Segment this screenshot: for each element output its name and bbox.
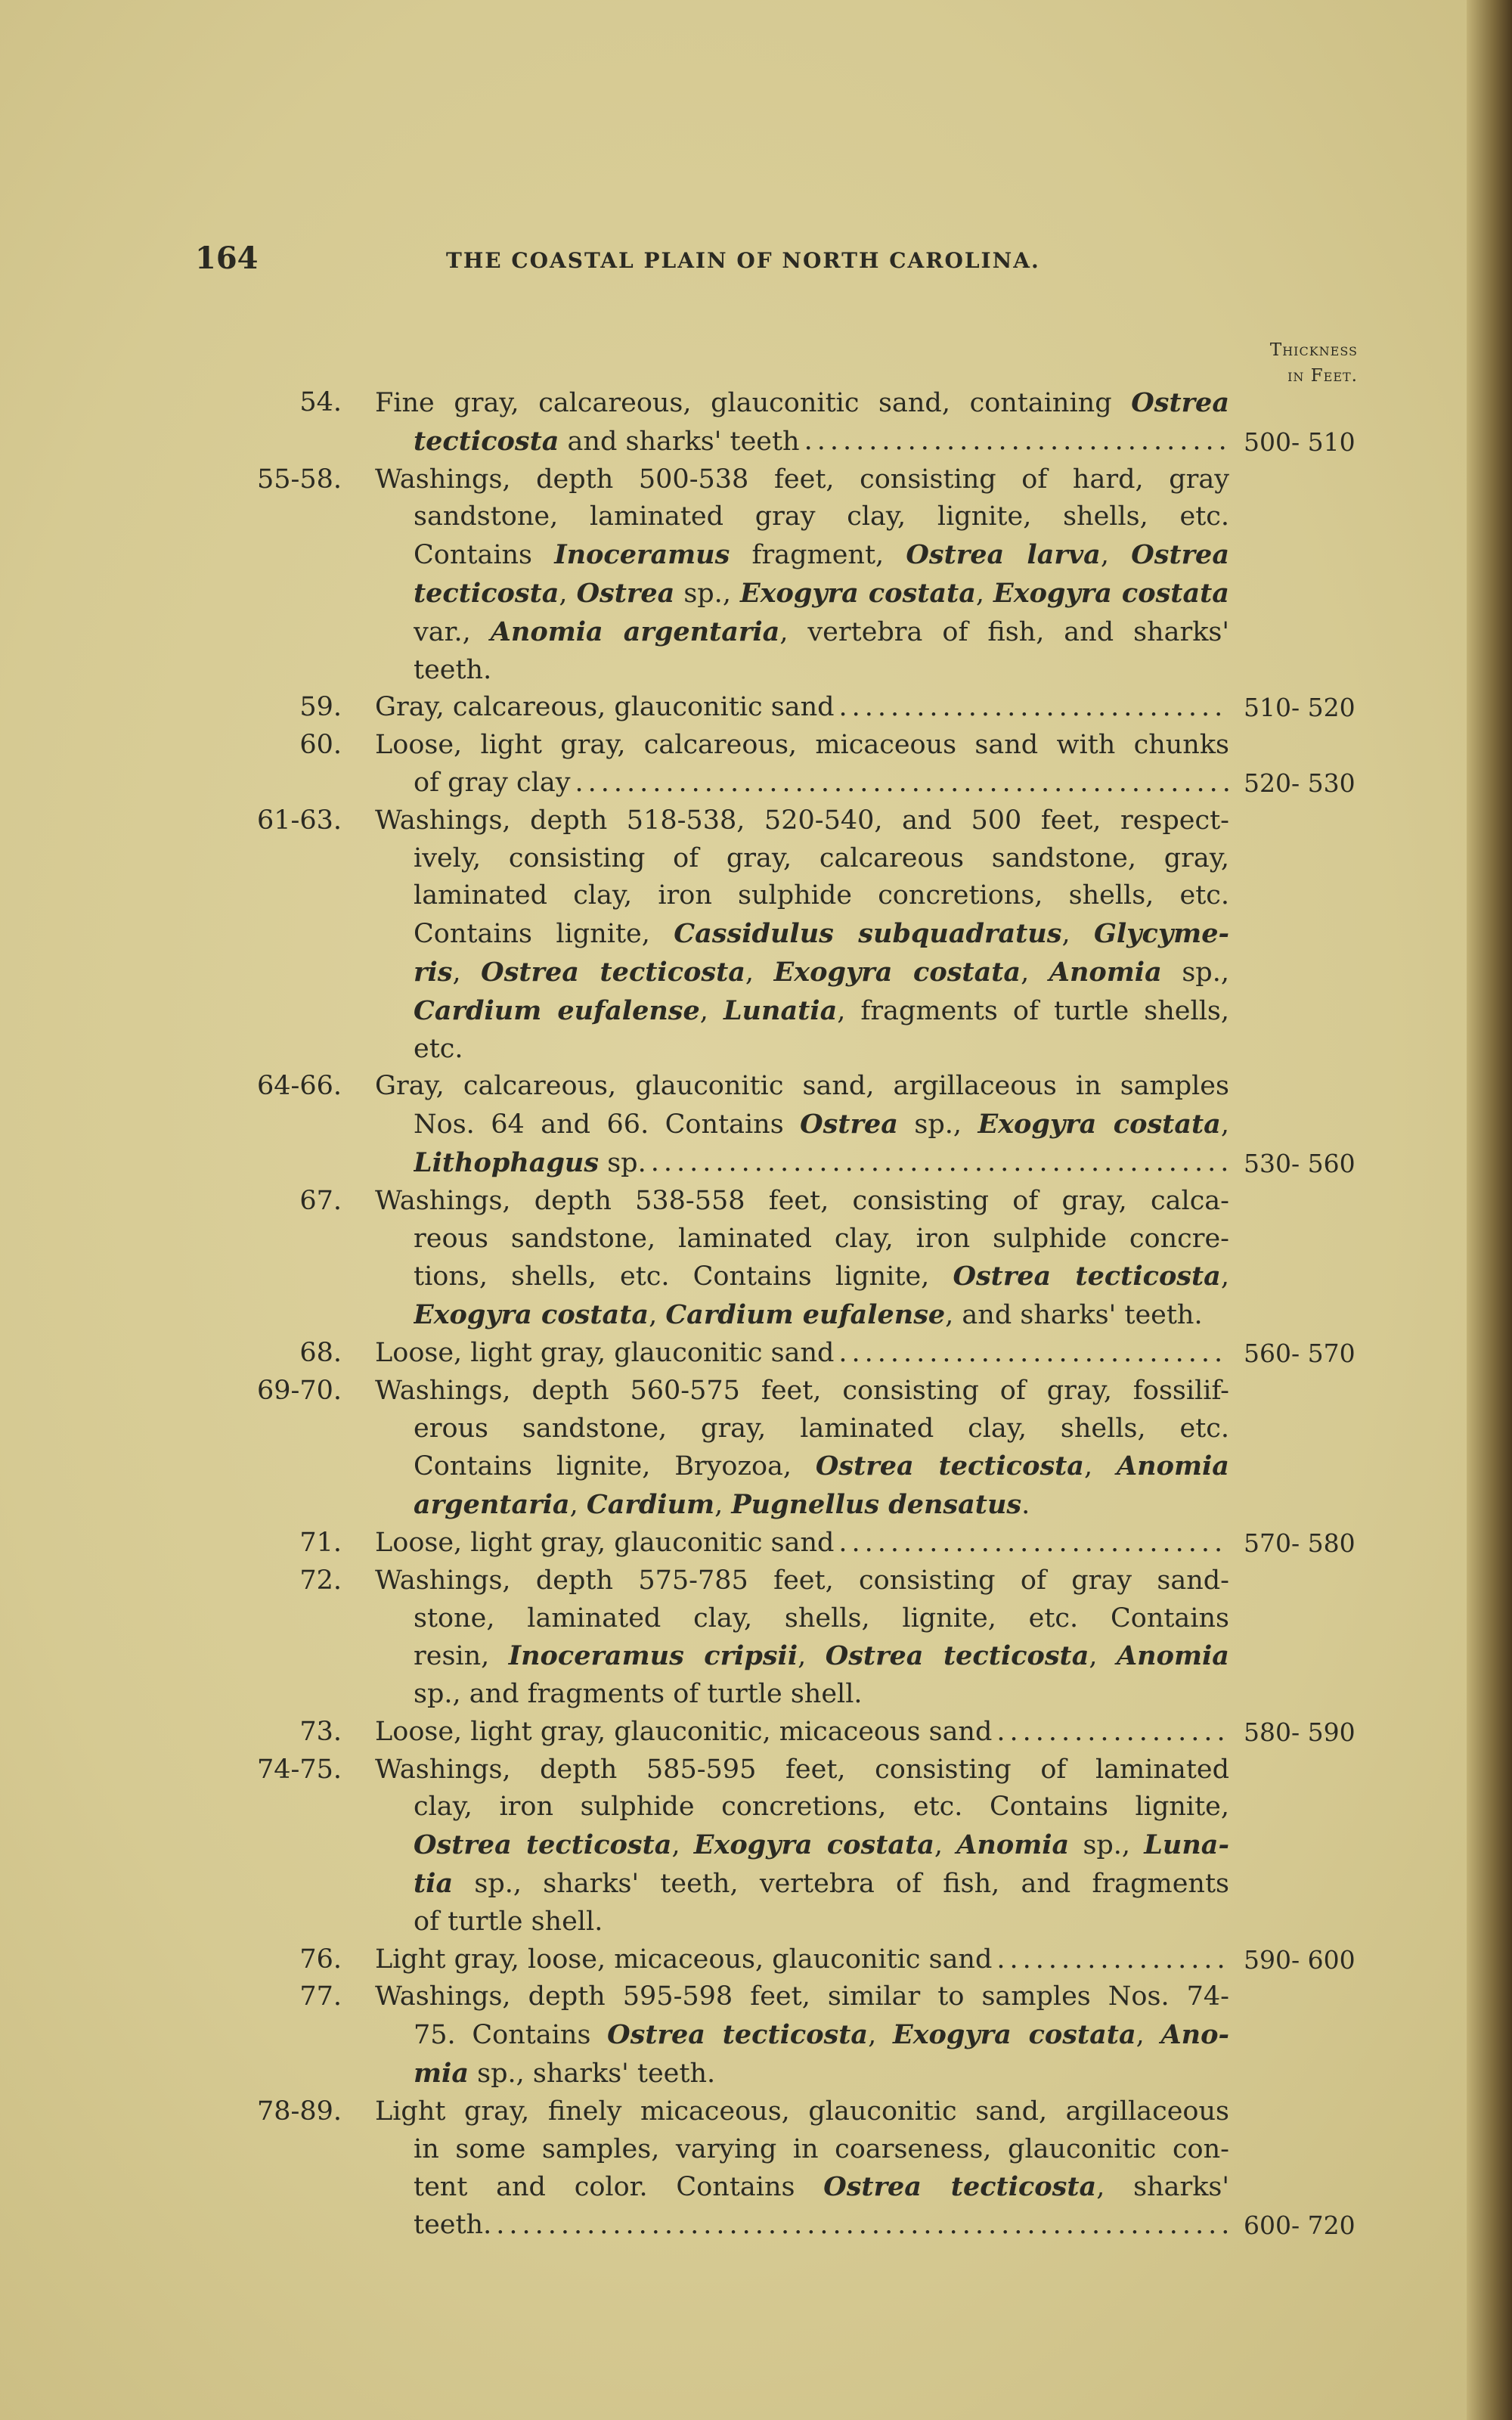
sample-entry <box>249 1714 1361 1751</box>
text-segment: Gray, calcareous, glauconitic sand, argillaceous in samples <box>375 1071 1229 1102</box>
entry-line <box>414 2207 1229 2245</box>
thickness-value: 560- 570 <box>1244 1338 1356 1368</box>
entry-line <box>414 536 1229 575</box>
text-segment: , <box>745 957 774 988</box>
line-text <box>375 1565 1229 1596</box>
sample-number: 64-66. <box>256 1071 342 1102</box>
line-text <box>375 1941 992 1979</box>
taxon-name: Lithophagus <box>414 1146 600 1178</box>
sample-number: 55-58. <box>256 464 342 495</box>
text-segment: Washings, depth 538-558 feet, consisting of gray, calca- <box>375 1185 1229 1216</box>
taxon-name: ris <box>414 956 453 988</box>
line-text <box>414 880 1229 911</box>
entry-line <box>414 1221 1229 1258</box>
taxon-name: Inoceramus <box>554 539 730 571</box>
sample-entry <box>249 461 1361 690</box>
taxon-name: Luna- <box>1144 1829 1229 1861</box>
line-text <box>414 2020 1229 2050</box>
taxon-name: Glycyme- <box>1093 918 1229 950</box>
entry-line <box>414 1637 1229 1676</box>
text-segment: sp., <box>1161 957 1229 988</box>
sample-entry <box>249 1941 1361 1979</box>
entry-line <box>375 1068 1229 1106</box>
taxon-name: Anomia argentaria <box>490 616 780 647</box>
taxon-name: Ano- <box>1160 2019 1229 2051</box>
sample-entry <box>249 1183 1361 1335</box>
text-segment: teeth. <box>414 654 492 685</box>
taxon-name: mia <box>414 2058 469 2090</box>
line-text <box>375 1754 1229 1785</box>
text-segment: sp., sharks' teeth, vertebra of fish, and fragments <box>453 1869 1229 1900</box>
taxon-name: Anomia <box>1117 1640 1229 1672</box>
text-segment: Contains lignite, Bryozoa, <box>414 1451 816 1482</box>
entry-line <box>414 877 1229 915</box>
entry-line <box>375 1562 1229 1600</box>
sample-entry <box>249 1525 1361 1562</box>
sample-entry <box>249 1751 1361 1941</box>
line-text <box>414 579 1229 609</box>
entry-line <box>414 1031 1229 1069</box>
text-segment: Washings, depth 595-598 feet, similar to samples Nos. 74- <box>375 1981 1229 2012</box>
taxon-name: Ostrea tecticosta <box>823 2171 1097 2203</box>
thickness-column-head <box>1210 337 1358 389</box>
sample-entry <box>249 2093 1361 2245</box>
thickness-value: 530- 560 <box>1244 1148 1356 1178</box>
line-text <box>375 1186 1229 1216</box>
text-segment: laminated clay, iron sulphide concretions, shells, etc. <box>414 880 1229 911</box>
entry-line <box>414 1826 1229 1865</box>
entry-line <box>414 915 1229 954</box>
taxon-name: Exogyra costata <box>892 2019 1136 2051</box>
text-segment: of turtle shell. <box>414 1906 603 1937</box>
line-text <box>375 805 1229 836</box>
text-segment: , <box>1220 1109 1229 1140</box>
text-segment: sp., <box>897 1109 978 1140</box>
entry-line <box>375 1978 1229 2016</box>
entry-line <box>414 2055 1229 2093</box>
sample-entry <box>249 1068 1361 1182</box>
taxon-name: Pugnellus densatus <box>731 1489 1022 1521</box>
text-segment: erous sandstone, gray, laminated clay, shells, etc. <box>414 1413 1229 1444</box>
text-segment: reous sandstone, laminated clay, iron sulphide concre- <box>414 1223 1229 1254</box>
entry-line <box>375 1751 1229 1789</box>
line-text <box>414 1603 1229 1634</box>
entry-line <box>414 1486 1229 1525</box>
thickness-head-line-1: Thickness <box>1269 340 1358 360</box>
text-segment: , <box>975 578 994 609</box>
taxon-name: Anomia <box>1049 956 1162 988</box>
text-segment: , <box>649 1300 666 1331</box>
sample-number: 60. <box>299 730 342 761</box>
taxon-name: Ostrea <box>800 1109 898 1140</box>
entry-line <box>414 840 1229 878</box>
text-segment: tions, shells, etc. Contains lignite, <box>414 1261 953 1292</box>
entry-line <box>414 765 1229 802</box>
taxon-name: argentaria <box>414 1489 570 1521</box>
entry-line <box>414 2016 1229 2055</box>
entry-line <box>375 2093 1229 2131</box>
sample-entry <box>249 1335 1361 1373</box>
entry-line <box>414 1789 1229 1826</box>
dot-leader <box>838 1525 1229 1562</box>
text-segment: , <box>798 1641 826 1672</box>
text-segment: , <box>1021 957 1049 988</box>
line-text <box>414 1490 1030 1520</box>
line-text <box>414 1261 1229 1292</box>
taxon-name: Exogyra costata <box>739 577 976 609</box>
line-text <box>375 1525 834 1562</box>
entry-line <box>375 461 1229 499</box>
entry-line <box>414 423 1229 461</box>
text-segment: , and sharks' teeth. <box>945 1300 1203 1331</box>
line-text <box>414 655 491 685</box>
text-segment: in some samples, varying in coarseness, glauconitic con- <box>414 2133 1229 2164</box>
text-segment: Washings, depth 500-538 feet, consisting of hard, gray <box>375 464 1229 495</box>
taxon-name: Cardium eufalense <box>665 1299 946 1331</box>
text-segment: and sharks' teeth <box>559 426 800 457</box>
sample-number: 67. <box>299 1185 342 1216</box>
text-segment: Loose, light gray, glauconitic sand <box>375 1527 835 1558</box>
entry-line <box>414 613 1229 652</box>
line-text <box>375 1714 992 1751</box>
line-text <box>414 1451 1229 1481</box>
line-text <box>414 1907 603 1937</box>
taxon-name: tia <box>414 1868 454 1900</box>
text-segment: , <box>1220 1261 1229 1292</box>
sample-number: 78-89. <box>256 2096 342 2127</box>
text-segment: Washings, depth 585-595 feet, consisting of laminated <box>375 1754 1229 1785</box>
entry-line <box>414 1106 1229 1144</box>
sample-number: 68. <box>299 1337 342 1368</box>
sample-entry <box>249 1373 1361 1525</box>
taxon-name: Ostrea tecticosta <box>825 1640 1089 1672</box>
line-text <box>414 1109 1229 1140</box>
dot-leader <box>496 2207 1229 2245</box>
entry-line <box>375 689 1229 727</box>
taxon-name: Ostrea <box>576 577 675 609</box>
line-text <box>414 540 1229 570</box>
text-segment: var., <box>414 616 491 647</box>
taxon-name: Ostrea tecticosta <box>414 1829 672 1861</box>
text-segment: stone, laminated clay, shells, lignite, etc. Contains <box>414 1602 1229 1634</box>
text-segment: , <box>559 578 577 609</box>
text-segment: , <box>699 995 723 1026</box>
line-text <box>414 2207 491 2245</box>
entry-line <box>375 1714 1229 1751</box>
line-text <box>375 2096 1229 2127</box>
sample-number: 71. <box>299 1527 342 1558</box>
taxon-name: Ostrea tecticosta <box>815 1450 1084 1482</box>
line-text <box>414 765 571 802</box>
text-segment: , <box>1084 1451 1117 1482</box>
text-segment: , sharks' <box>1096 2172 1229 2203</box>
text-segment: Washings, depth 560-575 feet, consisting of gray, fossilif- <box>375 1375 1229 1406</box>
taxon-name: Ostrea <box>1131 387 1229 418</box>
dot-leader <box>651 1144 1229 1183</box>
text-segment: clay, iron sulphide concretions, etc. Contains lignite, <box>414 1792 1229 1823</box>
taxon-name: Ostrea tecticosta <box>953 1261 1221 1292</box>
line-text <box>414 1869 1229 1899</box>
dot-leader <box>996 1714 1229 1751</box>
sample-number: 54. <box>299 387 342 417</box>
line-text <box>414 1144 646 1183</box>
text-segment: sandstone, laminated gray clay, lignite, shells, etc. <box>414 501 1229 532</box>
entry-line <box>375 802 1229 840</box>
line-text <box>414 501 1229 532</box>
taxon-name: Ostrea larva <box>906 539 1101 571</box>
text-segment: , <box>868 2020 893 2051</box>
taxon-name: Cardium <box>586 1489 715 1521</box>
dot-leader <box>839 689 1229 727</box>
sample-number: 61-63. <box>256 805 342 836</box>
line-text <box>414 1300 1203 1330</box>
thickness-value: 600- 720 <box>1244 2211 1356 2241</box>
line-text <box>414 2059 715 2089</box>
text-segment: resin, <box>414 1641 509 1672</box>
text-segment: Light gray, loose, micaceous, glauconitic sand <box>375 1944 993 1975</box>
text-segment: Contains lignite, <box>414 919 674 950</box>
entry-line <box>414 954 1229 992</box>
line-text <box>375 730 1229 760</box>
text-segment: , <box>569 1490 587 1521</box>
taxon-name: Anomia <box>1117 1450 1229 1482</box>
line-text <box>414 2134 1229 2164</box>
text-segment: , <box>452 957 482 988</box>
entry-line <box>414 1676 1229 1714</box>
text-segment: Nos. 64 and 66. Contains <box>414 1109 801 1140</box>
taxon-name: Exogyra costata <box>414 1299 649 1331</box>
entry-line <box>414 1296 1229 1335</box>
taxon-name: Exogyra costata <box>993 577 1229 609</box>
entry-line <box>414 1447 1229 1486</box>
sample-number: 76. <box>299 1944 342 1975</box>
sample-log <box>249 384 1361 2245</box>
text-segment: teeth. <box>414 2210 492 2241</box>
text-segment: Contains <box>414 540 555 571</box>
line-text <box>414 957 1229 988</box>
text-segment: , <box>714 1490 732 1521</box>
text-segment: sp., <box>1069 1830 1145 1861</box>
taxon-name: Ostrea <box>1131 539 1229 571</box>
sample-entry <box>249 384 1361 461</box>
line-text <box>414 843 1229 873</box>
text-segment: , <box>1100 540 1132 571</box>
taxon-name: Exogyra costata <box>978 1109 1221 1140</box>
entry-line <box>414 498 1229 536</box>
taxon-name: Inoceramus cripsii <box>508 1640 798 1672</box>
text-segment: Loose, light gray, calcareous, micaceous sand with chunks <box>375 730 1229 761</box>
text-segment: , <box>1061 919 1094 950</box>
taxon-name: Ostrea tecticosta <box>607 2019 869 2051</box>
line-text <box>414 1224 1229 1254</box>
line-text <box>414 423 800 461</box>
entry-line <box>414 575 1229 613</box>
thickness-value: 570- 580 <box>1244 1528 1356 1558</box>
line-text <box>414 919 1229 949</box>
dot-leader <box>804 423 1229 461</box>
line-text <box>375 1071 1229 1101</box>
entry-line <box>414 1903 1229 1941</box>
text-segment: tent and color. Contains <box>414 2172 824 2203</box>
taxon-name: tecticosta <box>414 577 559 609</box>
entry-line <box>414 1258 1229 1296</box>
text-segment: 75. Contains <box>414 2020 608 2051</box>
text-segment: Light gray, finely micaceous, glauconitic sand, argillaceous <box>375 2096 1229 2127</box>
entry-line <box>414 2168 1229 2207</box>
line-text <box>414 617 1229 647</box>
taxon-name: Cassidulus subquadratus <box>674 918 1062 950</box>
taxon-name: tecticosta <box>414 425 559 457</box>
line-text <box>375 464 1229 495</box>
line-text <box>414 1413 1229 1444</box>
line-text <box>414 1792 1229 1822</box>
thickness-value: 520- 530 <box>1244 768 1356 798</box>
sample-entry <box>249 727 1361 802</box>
text-segment: Washings, depth 575-785 feet, consisting of gray sand- <box>375 1565 1229 1596</box>
text-segment: Loose, light gray, glauconitic sand <box>375 1337 835 1368</box>
entry-line <box>414 2131 1229 2169</box>
line-text <box>375 1376 1229 1406</box>
text-segment: sp., <box>674 578 740 609</box>
text-segment: sp., sharks' teeth. <box>469 2059 716 2090</box>
sample-number: 72. <box>299 1565 342 1596</box>
taxon-name: Cardium eufalense <box>414 994 700 1026</box>
entry-line <box>375 384 1229 423</box>
entry-line <box>414 1144 1229 1183</box>
entry-line <box>414 1410 1229 1448</box>
thickness-head-line-2: in Feet. <box>1287 366 1358 386</box>
line-text <box>414 1034 463 1064</box>
line-text <box>414 996 1229 1026</box>
line-text <box>414 1679 863 1709</box>
line-text <box>375 388 1229 418</box>
text-segment: of gray clay <box>414 767 571 798</box>
sample-number: 73. <box>299 1716 342 1747</box>
text-segment: Washings, depth 518-538, 520-540, and 500 feet, respect- <box>375 805 1229 836</box>
entry-line <box>414 652 1229 690</box>
dot-leader <box>996 1941 1229 1979</box>
taxon-name: Ostrea tecticosta <box>481 956 745 988</box>
line-text <box>375 1335 834 1373</box>
dot-leader <box>838 1335 1229 1373</box>
text-segment: , <box>671 1830 694 1861</box>
thickness-value: 580- 590 <box>1244 1717 1356 1747</box>
dot-leader <box>575 765 1230 802</box>
sample-number: 77. <box>299 1981 342 2012</box>
taxon-name: Anomia <box>956 1829 1070 1861</box>
sample-entry <box>249 689 1361 727</box>
text-segment: sp., and fragments of turtle shell. <box>414 1679 863 1710</box>
running-title: THE COASTAL PLAIN OF NORTH CAROLINA. <box>446 248 1040 273</box>
entry-line <box>375 1335 1229 1373</box>
thickness-value: 590- 600 <box>1244 1944 1356 1975</box>
text-segment: , vertebra of fish, and sharks' <box>779 616 1229 647</box>
entry-line <box>375 1525 1229 1562</box>
entry-line <box>375 1373 1229 1410</box>
book-edge <box>1467 0 1512 2420</box>
sample-number: 74-75. <box>256 1754 342 1785</box>
entry-line <box>414 1600 1229 1638</box>
sample-entry <box>249 802 1361 1069</box>
text-segment: Gray, calcareous, glauconitic sand <box>375 692 835 723</box>
sample-entry <box>249 1978 1361 2093</box>
text-segment: sp. <box>599 1147 646 1178</box>
text-segment: , <box>934 1830 957 1861</box>
taxon-name: Exogyra costata <box>773 956 1021 988</box>
line-text <box>414 1641 1229 1671</box>
thickness-value: 500- 510 <box>1244 427 1356 457</box>
text-segment: etc. <box>414 1033 463 1064</box>
taxon-name: Exogyra costata <box>693 1829 934 1861</box>
text-segment: ively, consisting of gray, calcareous sandstone, gray, <box>414 842 1229 873</box>
line-text <box>414 1830 1229 1860</box>
text-segment: , <box>1136 2020 1161 2051</box>
line-text <box>375 1981 1229 2012</box>
entry-line <box>375 1941 1229 1979</box>
entry-line <box>414 1865 1229 1903</box>
page-number: 164 <box>195 240 259 276</box>
entry-line <box>375 1183 1229 1221</box>
sample-number: 69-70. <box>256 1375 342 1406</box>
text-segment: Loose, light gray, glauconitic, micaceous sand <box>375 1716 993 1747</box>
text-segment: fragment, <box>730 540 906 571</box>
text-segment: , <box>1089 1641 1117 1672</box>
text-segment: . <box>1021 1490 1030 1521</box>
taxon-name: Lunatia <box>723 994 838 1026</box>
thickness-value: 510- 520 <box>1244 693 1356 723</box>
text-segment: Fine gray, calcareous, glauconitic sand, containing <box>375 388 1132 418</box>
text-segment: , fragments of turtle shells, <box>837 995 1229 1026</box>
entry-line <box>375 727 1229 765</box>
line-text <box>414 2172 1229 2202</box>
sample-entry <box>249 1562 1361 1714</box>
entry-line <box>414 992 1229 1031</box>
line-text <box>375 689 835 727</box>
sample-number: 59. <box>299 692 342 723</box>
